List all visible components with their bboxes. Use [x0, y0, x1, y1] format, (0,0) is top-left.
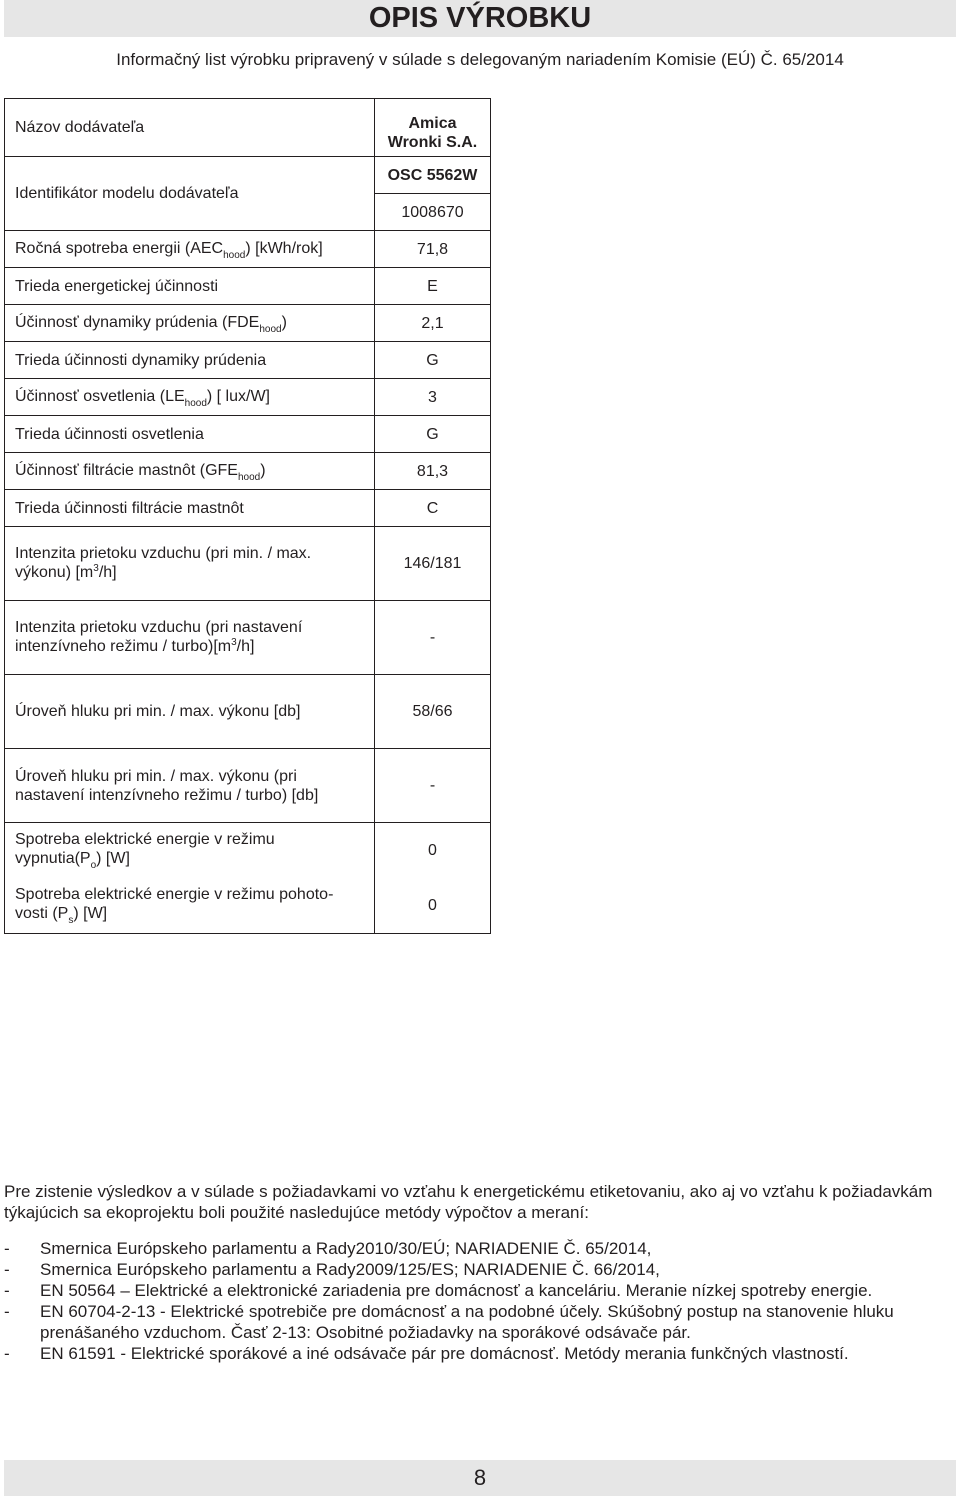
methods-intro: Pre zistenie výsledkov a v súlade s požiadavkami vo vzťahu k energetickému etiketovaniu, ako aj vo vzťahu k požiadavkám týkajúcich sa ekoprojektu boli použité nasledujúce metódy výpočtov a meraní: — [4, 1182, 933, 1222]
table-row — [5, 99, 491, 157]
airflow-boost-label-line2-post: /h] — [236, 637, 255, 655]
airflow-boost-label-line2 — [15, 637, 370, 658]
table-row — [5, 601, 491, 675]
fde-value: 2,1 — [375, 305, 491, 342]
fde-class-label: Trieda účinnosti dynamiky prúdenia — [5, 342, 375, 379]
table-row — [5, 453, 491, 490]
noise-value: 58/66 — [375, 675, 491, 749]
airflow-boost-label-line1: Intenzita prietoku vzduchu (pri nastavení — [15, 618, 303, 636]
noise-boost-label — [5, 749, 375, 823]
model-label-text: Identifikátor modelu dodávateľa — [15, 185, 239, 202]
energy-class-label: Trieda energetickej účinnosti — [5, 268, 375, 305]
methods-list — [4, 1238, 956, 1364]
page-title: OPIS VÝROBKU — [368, 2, 592, 34]
airflow-value: 146/181 — [375, 527, 491, 601]
fde-label-post: ) — [281, 313, 287, 331]
airflow-boost-value: - — [375, 601, 491, 675]
le-label-sub: hood — [184, 397, 207, 409]
power-off-label-line2 — [15, 849, 370, 870]
airflow-boost-label-sup: 3 — [231, 636, 237, 648]
table-row — [5, 823, 491, 878]
gfe-label-post: ) — [260, 461, 266, 479]
list-bullet: - — [4, 1344, 10, 1363]
gfe-value: 81,3 — [375, 453, 491, 490]
gfe-label — [5, 453, 375, 490]
supplier-value-line1: Amica — [408, 114, 457, 132]
noise-boost-value: - — [375, 749, 491, 823]
table-row — [5, 231, 491, 268]
fde-class-value: G — [375, 342, 491, 379]
title-bar — [4, 0, 956, 37]
airflow-label-line2-pre: výkonu) [m — [15, 563, 94, 581]
table-row — [5, 490, 491, 527]
noise-label: Úroveň hluku pri min. / max. výkonu [db] — [5, 675, 375, 749]
list-item-text: EN 61591 - Elektrické sporákové a iné odsávače pár pre domácnosť. Metódy merania funkčných vlastností. — [40, 1344, 849, 1363]
aec-label-pre: Ročná spotreba energii (AEC — [15, 239, 224, 257]
power-off-label-line1: Spotreba elektrické energie v režimu — [15, 831, 275, 849]
list-bullet: - — [4, 1239, 10, 1258]
supplier-label — [5, 99, 375, 157]
power-off-label-sub: o — [90, 860, 97, 872]
table-row — [5, 305, 491, 342]
energy-class-value: E — [375, 268, 491, 305]
fde-label-sub: hood — [259, 323, 282, 335]
le-label-pre: Účinnosť osvetlenia (LE — [15, 387, 185, 405]
aec-label-post: ) [kWh/rok] — [245, 239, 323, 257]
power-off-label-line2-post: ) [W] — [96, 850, 130, 868]
le-label — [5, 379, 375, 416]
power-standby-label-line2 — [15, 904, 370, 925]
table-row — [5, 157, 491, 194]
list-bullet: - — [4, 1302, 10, 1321]
table-row — [5, 675, 491, 749]
table-row — [5, 416, 491, 453]
supplier-label-text: Názov dodávateľa — [15, 119, 145, 136]
airflow-label-line1: Intenzita prietoku vzduchu (pri min. / max. — [15, 544, 312, 562]
fde-label — [5, 305, 375, 342]
table-row — [5, 527, 491, 601]
page-number: 8 — [473, 1465, 487, 1490]
model-value: OSC 5562W — [375, 157, 491, 194]
measurement-methods — [4, 1181, 956, 1364]
le-value: 3 — [375, 379, 491, 416]
table-row — [5, 379, 491, 416]
list-item — [4, 1343, 956, 1364]
list-item — [4, 1259, 956, 1280]
power-off-value: 0 — [375, 823, 491, 878]
noise-boost-label-line1: Úroveň hluku pri min. / max. výkonu (pri — [15, 767, 297, 785]
list-bullet: - — [4, 1260, 10, 1279]
le-class-label: Trieda účinnosti osvetlenia — [5, 416, 375, 453]
model-label — [5, 157, 375, 231]
airflow-boost-label — [5, 601, 375, 675]
power-standby-value: 0 — [375, 878, 491, 934]
power-standby-label-sub: s — [68, 915, 74, 927]
airflow-label-line2 — [15, 563, 370, 584]
aec-value: 71,8 — [375, 231, 491, 268]
supplier-value-line2: Wronki S.A. — [387, 133, 478, 151]
le-class-value: G — [375, 416, 491, 453]
list-item — [4, 1301, 956, 1343]
power-standby-label-line2-pre: vosti (P — [15, 905, 69, 923]
gfe-label-pre: Účinnosť filtrácie mastnôt (GFE — [15, 461, 238, 479]
list-item-text: EN 50564 – Elektrické a elektronické zariadenia pre domácnosť a kanceláriu. Meranie nízkej spotreby energie. — [40, 1281, 873, 1300]
list-item — [4, 1280, 956, 1301]
airflow-label-sup: 3 — [93, 562, 99, 574]
list-item-text: Smernica Európskeho parlamentu a Rady2009/125/ES; NARIADENIE Č. 66/2014, — [40, 1260, 660, 1279]
list-item-text: Smernica Európskeho parlamentu a Rady2010/30/EÚ; NARIADENIE Č. 65/2014, — [40, 1239, 652, 1258]
list-bullet: - — [4, 1281, 10, 1300]
le-label-post: ) [ lux/W] — [206, 387, 270, 405]
regulation-subtitle: Informačný list výrobku pripravený v súlade s delegovaným nariadením Komisie (EÚ) Č. 65/2014 — [116, 50, 844, 69]
fde-label-pre: Účinnosť dynamiky prúdenia (FDE — [15, 313, 260, 331]
list-item — [4, 1238, 956, 1259]
footer-bar — [4, 1460, 956, 1496]
product-spec-table — [4, 98, 491, 934]
list-item-text: EN 60704-2-13 - Elektrické spotrebiče pre domácnosť a na podobné účely. Skúšobný postup na stanovenie hluku prenášaného vzduchom. Časť 2-13: Osobitné požiadavky na sporákové odsávače pár. — [40, 1302, 894, 1342]
power-standby-label-line1: Spotreba elektrické energie v režimu pohoto- — [15, 886, 334, 904]
table-row — [5, 749, 491, 823]
gfe-class-label: Trieda účinnosti filtrácie mastnôt — [5, 490, 375, 527]
supplier-value — [375, 99, 491, 157]
aec-label-sub: hood — [223, 249, 246, 261]
power-off-label-line2-pre: vypnutia(P — [15, 850, 91, 868]
power-standby-label-line2-post: ) [W] — [73, 905, 108, 923]
table-row — [5, 342, 491, 379]
power-off-label — [5, 823, 375, 878]
noise-boost-label-line2: nastavení intenzívneho režimu / turbo) [db] — [15, 786, 319, 804]
airflow-boost-label-line2-pre: intenzívneho režimu / turbo)[m — [15, 637, 232, 655]
airflow-label — [5, 527, 375, 601]
table-row — [5, 878, 491, 934]
aec-label — [5, 231, 375, 268]
gfe-label-sub: hood — [237, 471, 261, 483]
gfe-class-value: C — [375, 490, 491, 527]
model-code: 1008670 — [375, 194, 491, 231]
power-standby-label — [5, 878, 375, 934]
airflow-label-line2-post: /h] — [98, 563, 117, 581]
table-row — [5, 268, 491, 305]
